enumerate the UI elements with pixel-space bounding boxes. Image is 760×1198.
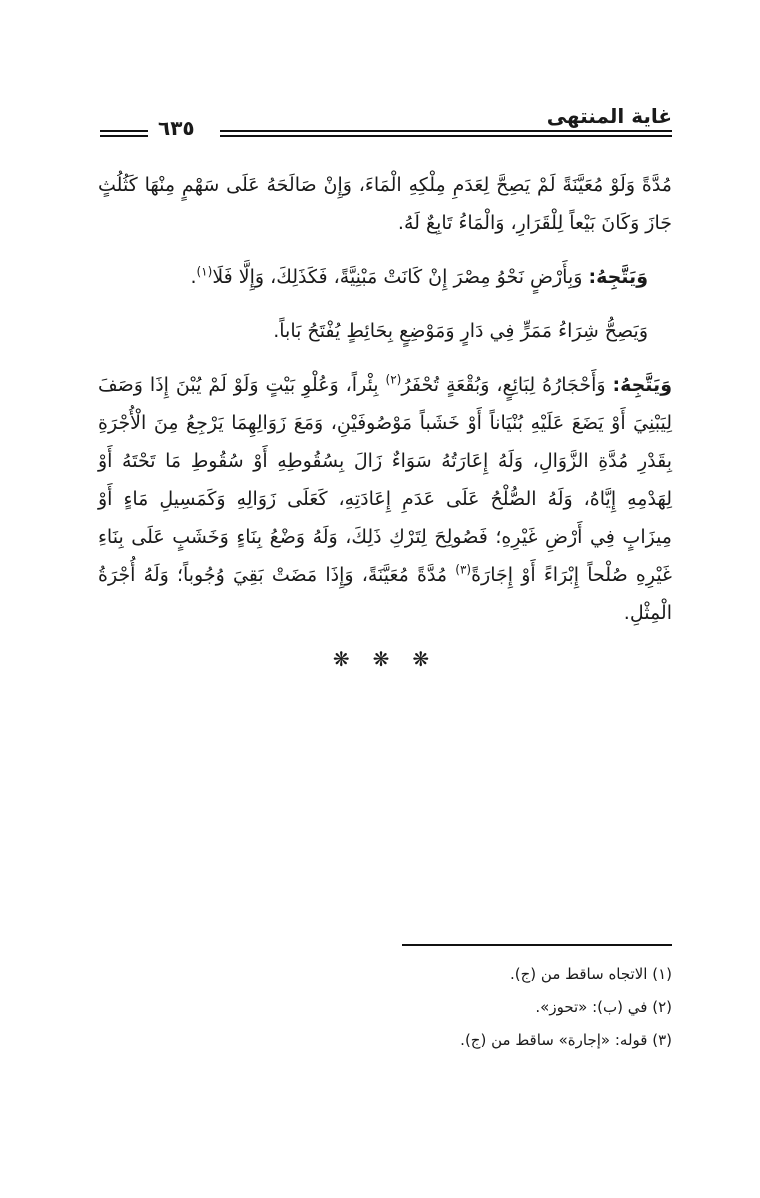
header-rule-left bbox=[100, 130, 148, 137]
footnote-ref-1: (١) bbox=[196, 264, 213, 279]
paragraph-4-text-b: بِئْراً، وَعُلْوِ بَيْتٍ وَلَوْ لَمْ يُبْنَ إِذَا وَصَفَ لِيَبْنِيَ أَوْ يَضَعَ عَلَيْهِ بُنْيَاناً أَوْ خَشَباً مَوْصُوفَيْنِ، وَمَعَ زَوَالِهِمَا يَرْجِعُ مِنَ الْأُجْرَةِ بِقَدْرِ مُدَّةِ الزَّوَالِ، وَلَهُ إِعَارَتُهُ سَوَاءٌ زَالَ بِسُقُوطِهِ أَوْ سُقُوطِ مَا تَحْتَهُ أَوْ لِهَدْمِهِ إِيَّاهُ، وَلَهُ الصُّلْحُ عَلَى عَدَمِ إِعَادَتِهِ، كَعَلَى زَوَالِهِ وَكَمَسِيلِ مَاءٍ أَوْ مِيزَابٍ فِي أَرْضِ غَيْرِهِ؛ فَصُولِحَ لِتَرْكِ ذَلِكَ، وَلَهُ وَضْعُ بِنَاءٍ وَخَشَبٍ عَلَى بِنَاءِ غَيْرِهِ صُلْحاً إِبْرَاءً أَوْ إِجَارَةً bbox=[98, 374, 672, 586]
page-number: ٦٣٥ bbox=[158, 116, 195, 140]
footnote-1: (١) الاتجاه ساقط من (ج). bbox=[509, 965, 672, 983]
page-header bbox=[100, 104, 672, 144]
paragraph-2-end: . bbox=[190, 266, 197, 288]
footnote-ref-2: (٢) bbox=[385, 372, 402, 387]
paragraph-3: وَيَصِحُّ شِرَاءُ مَمَرٍّ فِي دَارٍ وَمَوْضِعٍ بِحَائِطٍ يُفْتَحُ بَاباً. bbox=[273, 320, 648, 342]
footnote-3: (٣) قوله: «إجارة» ساقط من (ج). bbox=[460, 1031, 672, 1049]
paragraph-2-text: وَبِأَرْضٍ نَحْوُ مِصْرَ إِنْ كَانَتْ مَبْنِيَّةً، فَكَذَلِكَ، وَإِلَّا فَلَا bbox=[212, 266, 589, 288]
paragraph-2-lead: وَيَتَّجِهُ: bbox=[588, 266, 648, 288]
paragraph-4-text-a: وَأَحْجَارُهُ لِبَائِعٍ، وَبُقْعَةٍ تُحْفَرُ bbox=[401, 374, 613, 396]
paragraph-4-text-c: مُدَّةً مُعَيَّنَةً، وَإِذَا مَضَتْ بَقِيَ وُجُوباً؛ وَلَهُ أُجْرَةُ الْمِثْلِ. bbox=[98, 564, 672, 624]
paragraph-2 bbox=[98, 258, 672, 296]
footnote-2: (٢) في (ب): «تحوز». bbox=[535, 998, 672, 1016]
section-separator: ❋ ❋ ❋ bbox=[332, 647, 438, 671]
paragraph-1: مُدَّةً وَلَوْ مُعَيَّنَةً لَمْ يَصِحَّ لِعَدَمِ مِلْكِهِ الْمَاءَ، وَإِنْ صَالَحَهُ عَلَى سَهْمٍ مِنْهَا كَثُلُثٍ جَازَ وَكَانَ بَيْعاً لِلْقَرَارِ، وَالْمَاءُ تَابِعٌ لَهُ. bbox=[98, 174, 672, 234]
header-rule-right bbox=[220, 130, 672, 137]
footnotes bbox=[300, 958, 672, 1057]
main-text bbox=[98, 166, 672, 678]
footnote-rule bbox=[402, 944, 672, 946]
paragraph-4 bbox=[98, 366, 672, 632]
paragraph-4-lead: وَيَتَّجِهُ: bbox=[612, 374, 672, 396]
footnote-ref-3: (٣) bbox=[455, 562, 472, 577]
running-title: غاية المنتهى bbox=[546, 104, 672, 128]
